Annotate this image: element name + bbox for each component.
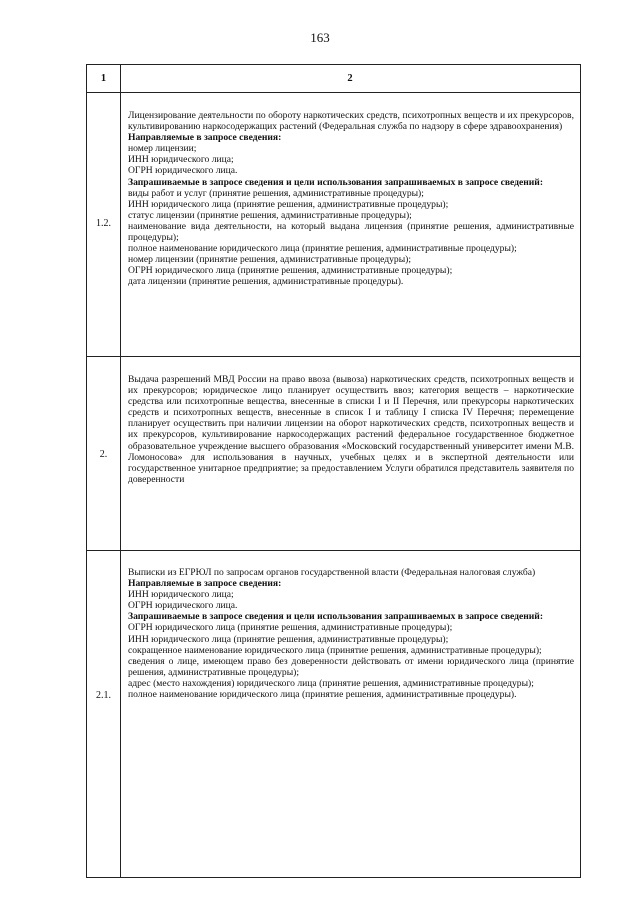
- column-header-1: 1: [100, 73, 107, 84]
- list-item: ИНН юридического лица;: [128, 589, 234, 601]
- row-number-2-1: 2.1.: [96, 690, 111, 701]
- column-divider: [120, 65, 121, 877]
- list-item: полное наименование юридического лица (принятие решения, административные процедуры).: [128, 689, 517, 701]
- list-item: виды работ и услуг (принятие решения, административные процедуры);: [128, 187, 424, 199]
- section-heading: Запрашиваемые в запросе сведения и цели использования запрашиваемых в запросе сведений:: [128, 176, 544, 188]
- row-number-2: 2.: [99, 449, 108, 460]
- list-item: полное наименование юридического лица (принятие решения, административные процедуры);: [128, 243, 517, 255]
- list-item: статус лицензии (принятие решения, административные процедуры);: [128, 209, 412, 221]
- list-item: ИНН юридического лица (принятие решения, административные процедуры);: [128, 633, 449, 645]
- header-divider: [87, 92, 580, 93]
- row-divider: [87, 550, 580, 551]
- list-item: ОГРН юридического лица (принятие решения, административные процедуры);: [128, 265, 453, 277]
- list-item: ИНН юридического лица (принятие решения, административные процедуры);: [128, 198, 449, 210]
- list-item: дата лицензии (принятие решения, административные процедуры).: [128, 276, 404, 288]
- row-content-2: [128, 374, 574, 485]
- list-item: наименование вида деятельности, на который выдана лицензия (принятие решения, административные процедуры);: [128, 220, 574, 244]
- list-item: ОГРН юридического лица.: [128, 165, 238, 177]
- page-number: 163: [310, 30, 330, 45]
- section-heading: Направляемые в запросе сведения:: [128, 132, 282, 144]
- services-table: [86, 64, 581, 878]
- list-item: ОГРН юридического лица (принятие решения, административные процедуры);: [128, 622, 453, 634]
- list-item: сведения о лице, имеющем право без доверенности действовать от имени юридического лица (принятие решения, административные процедуры);: [128, 655, 574, 678]
- row-divider: [87, 356, 580, 357]
- list-item: ОГРН юридического лица.: [128, 600, 238, 612]
- section-heading: Запрашиваемые в запросе сведения и цели использования запрашиваемых в запросе сведений:: [128, 611, 544, 623]
- service-title: Лицензирование деятельности по обороту наркотических средств, психотропных веществ и их прекурсоров, культивированию наркосодержащих растений (Федеральная служба по надзору в сфере здравоохранения): [128, 110, 574, 133]
- section-heading: Направляемые в запросе сведения:: [128, 578, 282, 590]
- list-item: сокращенное наименование юридического лица (принятие решения, административные процедуры);: [128, 644, 542, 656]
- list-item: номер лицензии;: [128, 143, 197, 155]
- row-number-1-2: 1.2.: [96, 218, 111, 229]
- service-title: Выписки из ЕГРЮЛ по запросам органов государственной власти (Федеральная налоговая служба): [128, 567, 536, 578]
- service-description: Выдача разрешений МВД России на право ввоза (вывоза) наркотических средств, психотропных веществ и их прекурсоров; юридическое лицо планирует осуществить ввоз; категория веществ – наркотические средства или психотропные вещества, внесенные в списки I и II Перечня, или прекурсоры наркотических средств и психотропных веществ, внесенные в список I и таблицу I списка IV Перечня; перемещение планирует осуществить при наличии лицензии на оборот наркотических средств, психотропных веществ и их прекурсоров, культивирование наркосодержащих растений федеральное государственное бюджетное образовательное учреждение высшего образования «Московский государственный университет имени М.В. Ломоносова» для использования в научных, учебных целях и в экспертной деятельности или государственное унитарное предприятие; за предоставлением Услуги обратился представитель заявителя по доверенности: [128, 374, 574, 485]
- list-item: ИНН юридического лица;: [128, 154, 234, 166]
- list-item: адрес (место нахождения) юридического лица (принятие решения, административные процедуры);: [128, 677, 534, 689]
- list-item: номер лицензии (принятие решения, административные процедуры);: [128, 254, 412, 266]
- column-header-2: 2: [347, 73, 353, 84]
- row-content-2-1: [128, 567, 574, 700]
- row-content-1-2: [128, 110, 574, 288]
